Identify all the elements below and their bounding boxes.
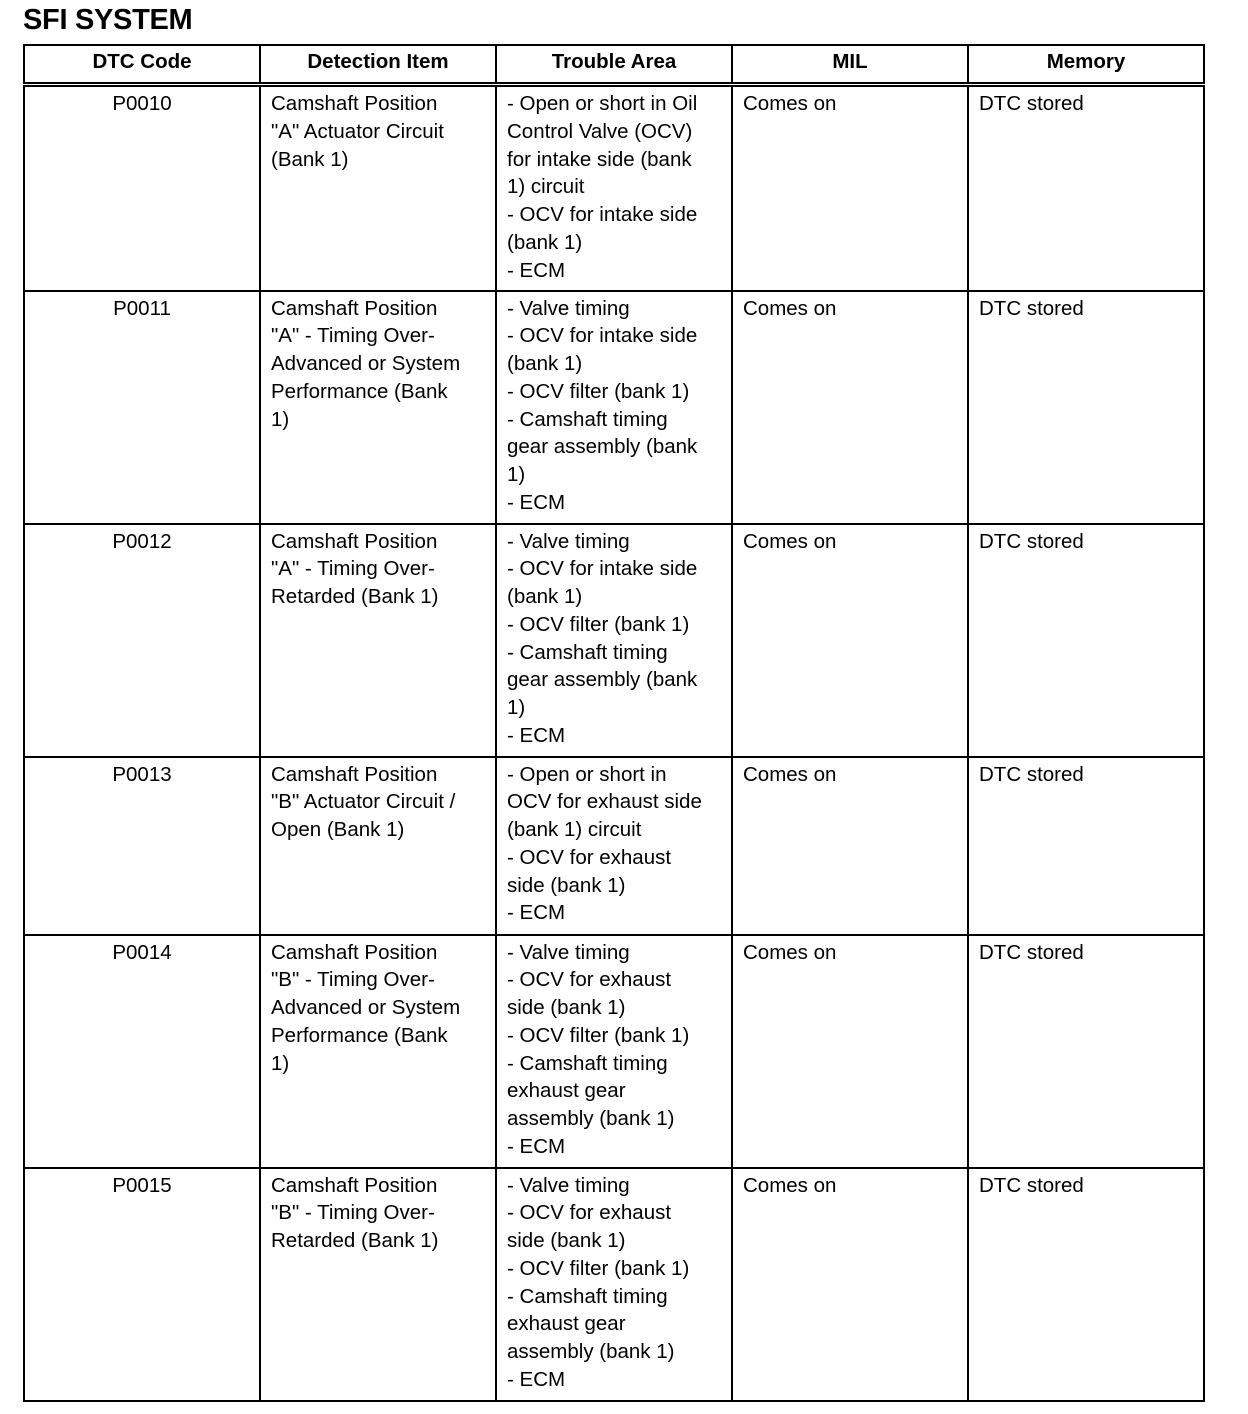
detection-item-line: "A" - Timing Over- (271, 557, 435, 581)
trouble-area-line: - ECM (507, 1135, 566, 1159)
table-row (24, 935, 1204, 1168)
memory-cell: DTC stored (968, 757, 1204, 935)
header-mil: MIL (732, 45, 968, 85)
trouble-area-line: - ECM (507, 491, 566, 515)
detection-item-line: Camshaft Position (271, 762, 438, 786)
detection-item-line: "B" Actuator Circuit / (271, 790, 456, 814)
dtc-code-cell: P0014 (24, 935, 260, 1168)
trouble-area-cell (496, 935, 732, 1168)
detection-item-cell (260, 757, 496, 935)
table-header-row (24, 45, 1204, 85)
trouble-area-line: (bank 1) (507, 585, 583, 609)
trouble-area-line: - Valve timing (507, 1173, 630, 1197)
trouble-area-line: (bank 1) (507, 352, 583, 376)
mil-cell: Comes on (732, 1168, 968, 1401)
trouble-area-line: - ECM (507, 724, 566, 748)
dtc-code-cell: P0015 (24, 1168, 260, 1401)
detection-item-line: Camshaft Position (271, 940, 438, 964)
detection-item-line: "B" - Timing Over- (271, 968, 435, 992)
trouble-area-line: side (bank 1) (507, 996, 626, 1020)
trouble-area-line: - OCV filter (bank 1) (507, 1256, 690, 1280)
trouble-area-line: - ECM (507, 901, 566, 925)
trouble-area-line: (bank 1) (507, 230, 583, 254)
trouble-area-line: - Valve timing (507, 529, 630, 553)
trouble-area-line: assembly (bank 1) (507, 1107, 675, 1131)
trouble-area-line: 1) (507, 696, 526, 720)
trouble-area-line: - Valve timing (507, 940, 630, 964)
table-body (24, 85, 1204, 1401)
table-row (24, 524, 1204, 757)
trouble-area-line: - OCV for exhaust (507, 1201, 672, 1225)
trouble-area-line: - Camshaft timing (507, 1051, 668, 1075)
table-row (24, 757, 1204, 935)
trouble-area-cell (496, 524, 732, 757)
trouble-area-cell (496, 85, 732, 291)
detection-item-cell (260, 935, 496, 1168)
mil-cell: Comes on (732, 757, 968, 935)
trouble-area-line: - OCV filter (bank 1) (507, 612, 690, 636)
trouble-area-line: OCV for exhaust side (507, 790, 702, 814)
detection-item-line: Retarded (Bank 1) (271, 1229, 439, 1253)
memory-cell: DTC stored (968, 1168, 1204, 1401)
detection-item-line: "B" - Timing Over- (271, 1201, 435, 1225)
trouble-area-line: 1) (507, 463, 526, 487)
dtc-table (23, 44, 1205, 1402)
detection-item-line: Performance (Bank (271, 1023, 448, 1047)
detection-item-cell (260, 291, 496, 524)
trouble-area-line: - OCV for exhaust (507, 968, 672, 992)
trouble-area-line: gear assembly (bank (507, 435, 698, 459)
header-trouble-area: Trouble Area (496, 45, 732, 85)
detection-item-line: "A" - Timing Over- (271, 324, 435, 348)
detection-item-line: Camshaft Position (271, 92, 438, 115)
trouble-area-line: - Valve timing (507, 296, 630, 320)
trouble-area-line: - OCV for intake side (507, 324, 698, 348)
memory-cell: DTC stored (968, 524, 1204, 757)
detection-item-cell (260, 524, 496, 757)
mil-cell: Comes on (732, 524, 968, 757)
table-row (24, 291, 1204, 524)
detection-item-line: Advanced or System (271, 996, 461, 1020)
trouble-area-cell (496, 1168, 732, 1401)
trouble-area-line: exhaust gear (507, 1312, 626, 1336)
dtc-code-cell: P0010 (24, 85, 260, 291)
trouble-area-line: assembly (bank 1) (507, 1340, 675, 1364)
detection-item-line: Performance (Bank (271, 379, 448, 403)
detection-item-line: Camshaft Position (271, 529, 438, 553)
detection-item-line: 1) (271, 407, 290, 431)
table-row (24, 85, 1204, 291)
trouble-area-line: - Camshaft timing (507, 407, 668, 431)
trouble-area-line: - Open or short in Oil (507, 92, 698, 115)
trouble-area-line: - ECM (507, 1368, 566, 1392)
header-memory: Memory (968, 45, 1204, 85)
dtc-code-cell: P0013 (24, 757, 260, 935)
trouble-area-line: 1) circuit (507, 175, 585, 199)
trouble-area-line: for intake side (bank (507, 147, 692, 171)
table-row (24, 1168, 1204, 1401)
memory-cell: DTC stored (968, 85, 1204, 291)
detection-item-line: Retarded (Bank 1) (271, 585, 439, 609)
memory-cell: DTC stored (968, 935, 1204, 1168)
mil-cell: Comes on (732, 85, 968, 291)
trouble-area-line: - ECM (507, 258, 566, 282)
trouble-area-cell (496, 291, 732, 524)
trouble-area-line: - Camshaft timing (507, 1284, 668, 1308)
header-dtc-code: DTC Code (24, 45, 260, 85)
memory-cell: DTC stored (968, 291, 1204, 524)
detection-item-line: Camshaft Position (271, 296, 438, 320)
trouble-area-cell (496, 757, 732, 935)
detection-item-line: Camshaft Position (271, 1173, 438, 1197)
trouble-area-line: - Camshaft timing (507, 640, 668, 664)
detection-item-line: Advanced or System (271, 352, 461, 376)
trouble-area-line: - OCV for intake side (507, 557, 698, 581)
trouble-area-line: side (bank 1) (507, 873, 626, 897)
trouble-area-line: exhaust gear (507, 1079, 626, 1103)
trouble-area-line: - OCV filter (bank 1) (507, 379, 690, 403)
trouble-area-line: gear assembly (bank (507, 668, 698, 692)
detection-item-cell (260, 1168, 496, 1401)
trouble-area-line: Control Valve (OCV) (507, 119, 693, 143)
dtc-code-cell: P0011 (24, 291, 260, 524)
trouble-area-line: - OCV filter (bank 1) (507, 1023, 690, 1047)
detection-item-line: Open (Bank 1) (271, 818, 405, 842)
trouble-area-line: (bank 1) circuit (507, 818, 642, 842)
trouble-area-line: - OCV for exhaust (507, 845, 672, 869)
mil-cell: Comes on (732, 291, 968, 524)
trouble-area-line: - Open or short in (507, 762, 667, 786)
mil-cell: Comes on (732, 935, 968, 1168)
detection-item-cell (260, 85, 496, 291)
trouble-area-line: side (bank 1) (507, 1229, 626, 1253)
detection-item-line: "A" Actuator Circuit (271, 119, 444, 143)
header-detection-item: Detection Item (260, 45, 496, 85)
page-title: SFI SYSTEM (23, 4, 193, 36)
dtc-code-cell: P0012 (24, 524, 260, 757)
trouble-area-line: - OCV for intake side (507, 203, 698, 227)
detection-item-line: (Bank 1) (271, 147, 349, 171)
detection-item-line: 1) (271, 1051, 290, 1075)
